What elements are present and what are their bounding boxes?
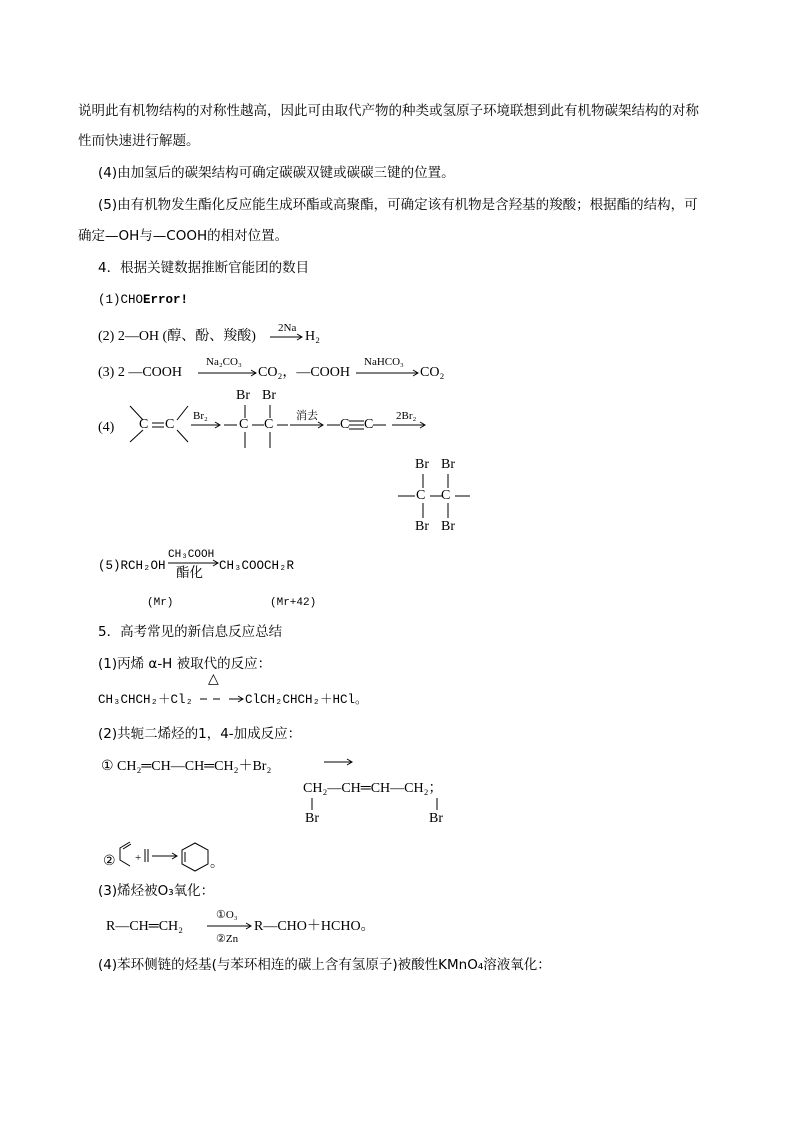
section4-item3-reagent1: Na₂CO₃ — [206, 356, 242, 368]
item4-reagent-br2: Br₂ — [193, 410, 208, 422]
item4-tetra-br3: Br — [415, 519, 429, 534]
section5-item1-condition: △ — [208, 672, 219, 687]
section5-item2-title: (2)共轭二烯烃的1，4-加成反应： — [98, 726, 302, 742]
section4-item2-reagent: 2Na — [278, 322, 297, 334]
item4-dibromo-c2: C — [264, 417, 274, 432]
section4-item5-reagent-bottom: 酯化 — [176, 565, 203, 581]
item1-error-text: Error! — [143, 293, 189, 307]
paragraph-symmetry-line1: 说明此有机物结构的对称性越高，因此可由取代产物的种类或氢原子环境联想到此有机物碳架结构的对称 — [78, 103, 699, 119]
section5-item2-eq2-plus: + — [135, 852, 142, 864]
section4-item3-lhs: (3) 2 —COOH — [98, 365, 182, 380]
section4-item5-product: CH₃COOCH₂R — [219, 559, 295, 573]
item4-br-top1: Br — [236, 388, 250, 403]
section-5-heading: 5．高考常见的新信息反应总结 — [98, 624, 283, 640]
paragraph-esterification-line2: 确定—OH与—COOH的相对位置。 — [78, 228, 289, 244]
item4-reagent-elimination: 消去 — [296, 409, 318, 422]
paragraph-symmetry-line2: 性而快速进行解题。 — [78, 133, 200, 149]
section5-item1-title: (1)丙烯 α-H 被取代的反应： — [98, 656, 272, 672]
section4-item3-product2: CO₂ — [420, 365, 445, 380]
item4-br-top2: Br — [262, 388, 276, 403]
item4-alkyne-c2: C — [364, 417, 374, 432]
item1-prefix: (1)CHO — [98, 293, 144, 307]
item4-tetra-c1: C — [416, 488, 426, 503]
item4-tetra-br4: Br — [441, 519, 455, 534]
item4-reagent-2br2: 2Br₂ — [396, 410, 417, 422]
section4-item2-lhs: (2) 2—OH (醇、酚、羧酸) — [98, 329, 256, 344]
section5-item2-br-right: Br — [429, 811, 443, 826]
section5-item3-cond-bottom: ②Zn — [216, 933, 239, 945]
section4-item5-reagent-top: CH₃COOH — [168, 549, 215, 561]
section4-item4-label: (4) — [98, 420, 115, 435]
item4-dibromo-c1: C — [239, 417, 249, 432]
section5-item1-lhs: CH₃CHCH₂＋Cl₂ — [98, 693, 194, 707]
item4-alkene-c2: C — [165, 417, 175, 432]
section5-item3-cond-top: ①O₃ — [216, 909, 238, 921]
section5-item3-lhs: R—CH═CH₂ — [106, 919, 184, 934]
item4-tetra-br2: Br — [441, 457, 455, 472]
section4-item5-lhs: (5)RCH₂OH — [98, 559, 166, 573]
section5-item4-title: (4)苯环侧链的烃基(与苯环相连的碳上含有氢原子)被酸性KMnO₄溶液氧化： — [98, 957, 551, 973]
section5-item3-product: R—CHO＋HCHO。 — [254, 919, 375, 934]
section5-item3-title: (3)烯烃被O₃氧化： — [98, 883, 215, 899]
section5-item2-eq1-product: CH₂—CH═CH—CH₂； — [303, 781, 443, 796]
item4-alkene-c1: C — [139, 417, 149, 432]
section4-item2-product: H₂ — [305, 329, 320, 344]
section4-item3-reagent2: NaHCO₃ — [364, 356, 404, 368]
section5-item2-br-left: Br — [305, 811, 319, 826]
section4-item3-product1: CO₂，—COOH — [258, 365, 350, 380]
item4-tetra-c2: C — [441, 488, 451, 503]
item4-alkyne-c1: C — [340, 417, 350, 432]
section4-item5-mass-left: (Mr) — [147, 597, 174, 609]
section5-item2-eq2-label: ② — [103, 854, 116, 869]
section-4-heading: 4．根据关键数据推断官能团的数目 — [98, 260, 310, 276]
section5-item2-eq1-lhs: ① CH₂═CH—CH═CH₂＋Br₂ — [101, 759, 272, 774]
section5-item2-eq2-end: 。 — [210, 856, 224, 871]
paragraph-hydrogenation: (4)由加氢后的碳架结构可确定碳碳双键或碳碳三键的位置。 — [98, 165, 455, 181]
section4-item5-mass-right: (Mr+42) — [270, 597, 317, 609]
item4-tetra-br1: Br — [415, 457, 429, 472]
paragraph-esterification-line1: (5)由有机物发生酯化反应能生成环酯或高聚酯，可确定该有机物是含羟基的羧酸；根据酯的结构，可 — [98, 197, 698, 213]
section5-item1-product: ClCH₂CHCH₂＋HCl。 — [245, 693, 368, 707]
